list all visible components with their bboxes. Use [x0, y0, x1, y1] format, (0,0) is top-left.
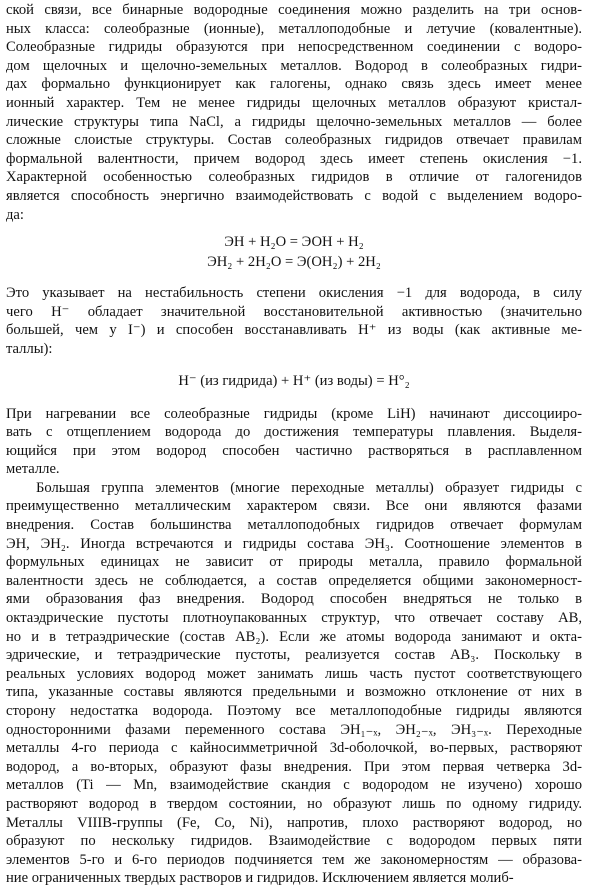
text-line: растворяют водород в твердом состоянии, но образуют лишь по одному гидриду. — [6, 795, 582, 812]
text-line: водород, а во-вторых, образуют фазы внедрения. При этом первая четверка 3d- — [6, 758, 582, 775]
equation-hydride-ion: H⁻ (из гидрида) + H⁺ (из воды) = H°₂ — [178, 372, 410, 389]
text-line: реальных условиях водород может занимать лишь часть пустот соответствующего — [6, 665, 582, 682]
text-line: дах формально функционирует как галогены, однако связь здесь имеет менее — [6, 76, 582, 93]
text-line: металлов (Ti — Mn, взаимодействие скандия с водородом не изучено) хорошо — [6, 777, 582, 794]
text-line: внедрения. Состав большинства металлоподобных гидридов отвечает формулам — [6, 517, 582, 534]
text-line: большей, чем у I⁻) и способен восстанавливать H⁺ из воды (как активные ме- — [6, 322, 582, 339]
paragraph-saline-hydrides — [6, 1, 582, 224]
text-line: ющийся при этом водород способен частично растворяться в расплавленном — [6, 442, 582, 459]
text-line: октаэдрические пустоты плотноупакованных структур, что отвечает составу AB, — [6, 610, 582, 627]
text-line: таллы): — [6, 340, 53, 357]
text-line: формульных единицах не зависит от природы металла, правило формальной — [6, 554, 582, 571]
text-line: Большая группа элементов (многие переходные металлы) образует гидриды с — [36, 479, 582, 496]
text-line: Металлы VIIIB-группы (Fe, Co, Ni), напротив, плохо растворяют водород, но — [6, 814, 582, 831]
text-line: да: — [6, 206, 24, 223]
text-line: преимущественно металлическим характером связи. Все они являются фазами — [6, 498, 582, 515]
text-line: образуют по нескольку гидридов. Взаимодействие с водородом первых пяти — [6, 833, 582, 850]
text-line: дом щелочных и щелочно-земельных металлов. Водород в солеобразных гидри- — [6, 57, 582, 74]
paragraph-dissociation — [6, 405, 582, 479]
text-line: сторону недостатка водорода. Поэтому все металлоподобные гидриды являются — [6, 703, 582, 719]
text-line: чего H⁻ обладает значительной восстановительной активностью (значительно — [6, 303, 582, 320]
text-line: Характерной особенностью солеобразных гидридов в отличие от галогенидов — [6, 169, 582, 186]
text-line: односторонними фазами переменного состава ЭН₁₋ₓ, ЭН₂₋ₓ, ЭН₃₋ₓ. Переходные — [6, 721, 582, 738]
text-line: вать с отщеплением водорода до достижения температуры плавления. Выделя- — [6, 424, 582, 441]
text-line: ями образования фаз внедрения. Водород способен внедряться не только в — [6, 591, 582, 608]
text-line: эдрические, и тетраэдрические пустоты, реализуется состав AB₃. Поскольку в — [6, 647, 582, 664]
text-line: сложные слоистые структуры. Состав солеобразных гидридов отвечает правилам — [6, 132, 582, 149]
text-line: является способность энергично взаимодействовать с водой с выделением водоро- — [6, 187, 582, 204]
equation-hydride-water-1: ЭН + H₂O = ЭОН + H₂ — [224, 234, 364, 251]
text-line: типа, указанные составы являются предельными и возможно отклонение от них в — [6, 684, 582, 701]
text-line: формальной валентности, причем водород здесь имеет степень окисления −1. — [6, 150, 582, 167]
text-line: валентности здесь не соблюдается, а состав определяется общими закономерност- — [6, 572, 582, 589]
text-line: ионный характер. Тем не менее гидриды щелочных металлов образуют кристал- — [6, 94, 582, 111]
text-line: металлы 4-го периода с кайносимметричной 3d-оболочкой, во-первых, растворяют — [6, 740, 582, 757]
text-line: Это указывает на нестабильность степени окисления −1 для водорода, в силу — [6, 285, 582, 302]
text-line: но и в тетраэдрические (состав AB₂). Если же атомы водорода занимают и окта- — [6, 628, 582, 645]
text-line: ных класса: солеобразные (ионные), металлоподобные и летучие (ковалентные). — [6, 20, 582, 37]
text-line: Солеобразные гидриды образуются при непосредственном соединении с водоро- — [6, 39, 582, 56]
text-line: металле. — [6, 461, 60, 478]
text-line: ЭН, ЭН₂. Иногда встречаются и гидриды состава ЭН₃. Соотношение элементов в — [6, 535, 582, 552]
text-line: ской связи, все бинарные водородные соединения можно разделить на три основ- — [6, 2, 582, 18]
text-line: При нагревании все солеобразные гидриды (кроме LiH) начинают диссоцииро- — [6, 405, 582, 422]
equation-hydride-water-2: ЭН₂ + 2H₂O = Э(OH₂) + 2H₂ — [207, 254, 381, 271]
paragraph-metal-like-hydrides — [6, 479, 582, 888]
text-line: лические структуры типа NaCl, а гидриды щелочно-земельных металлов — более — [6, 113, 582, 130]
text-line: элементов 5-го и 6-го периодов подчиняется тем же закономерностям — образова- — [6, 851, 582, 868]
paragraph-hydride-reduction — [6, 284, 582, 358]
text-line: ние ограниченных твердых растворов и гидридов. Исключением является молиб- — [6, 870, 514, 887]
